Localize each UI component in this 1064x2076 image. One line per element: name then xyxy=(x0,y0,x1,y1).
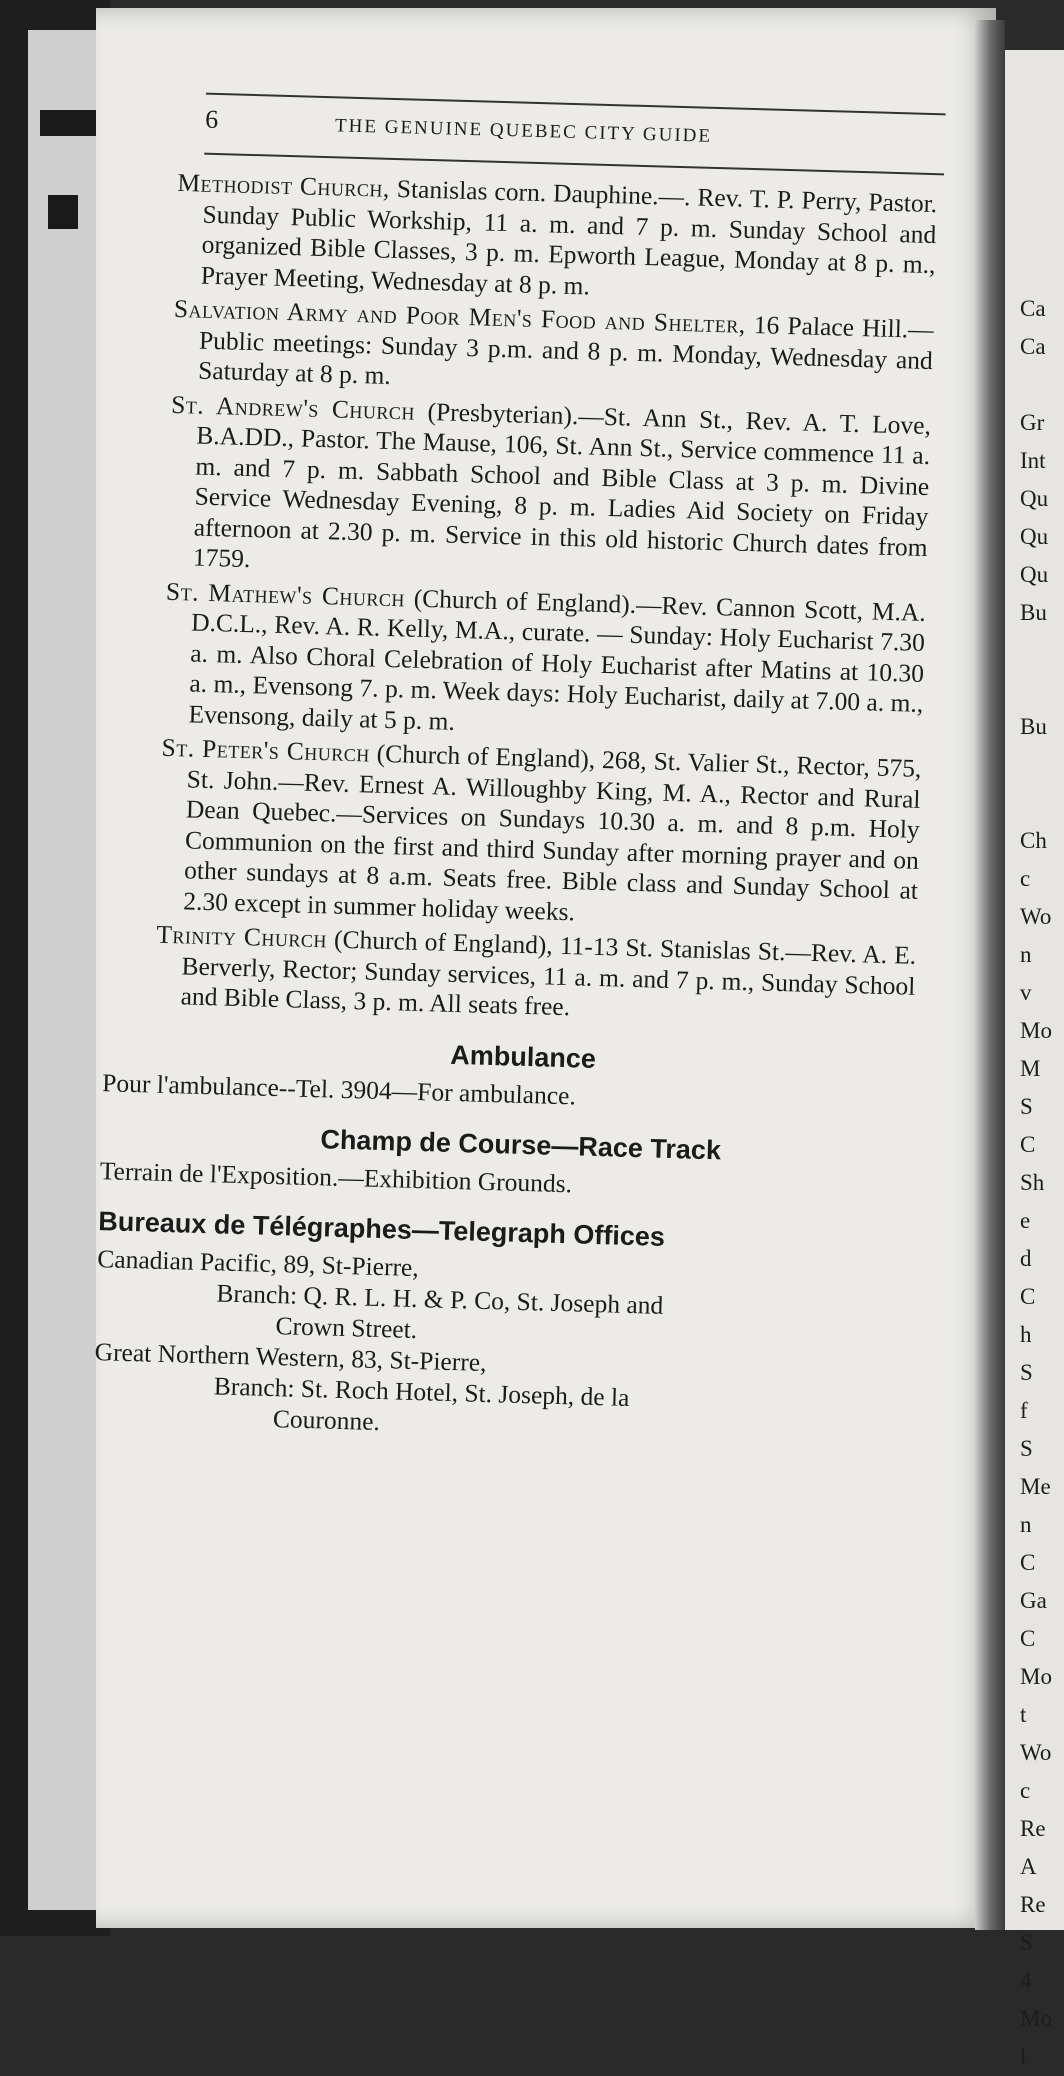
next-page-fragment: n xyxy=(1020,942,1032,967)
church-details: (Presbyterian).—St. Ann St., Rev. A. T. Love, B.A.DD., Pastor. The Mause, 106, St. Ann St., Service commence 11 a. m. and 7 p. m. Sabbath School and Bible Class at 3 p. m. Divine Service Wednesday Evening, 8 p. m. Ladies Aid Society on Friday afternoon at 2.30 p. m. Service in this old historic Church dates from 1759. xyxy=(192,396,932,574)
next-page-fragment: f xyxy=(1020,1398,1028,1423)
next-page-fragment: 4 xyxy=(1020,1968,1032,1993)
next-page-fragment: Re xyxy=(1020,1892,1046,1917)
next-page-fragment xyxy=(1020,670,1064,708)
next-page-fragment: M xyxy=(1020,1056,1041,1081)
next-page-fragment: Mo xyxy=(1020,2006,1052,2031)
page-header xyxy=(205,105,946,156)
next-page-fragment: A xyxy=(1020,1854,1037,1879)
next-page-fragment: C xyxy=(1020,1550,1036,1575)
next-page-fragment: Qu xyxy=(1020,486,1049,511)
telegraph-cp-branch-cont: Crown Street. xyxy=(275,1310,418,1344)
church-details: (Church of England), 268, St. Valier St., Rector, 575, St. John.—Rev. Ernest A. Willoughby King, M. A., Rector and Rural Dean Quebec.—Services on Sundays 10.30 a. m. and 8 p.m. Holy Communion on the first and third Sunday after morning prayer and on other sundays at 8 a.m. Seats free. Bible class and Sunday School at 2.30 except in summer holiday weeks. xyxy=(182,738,922,926)
next-page-fragment: Bu xyxy=(1020,714,1047,739)
next-page-fragment: Int xyxy=(1020,448,1046,473)
next-page-fragment: Me xyxy=(1020,1474,1051,1499)
section-title-ambulance: Ambulance xyxy=(450,1039,597,1074)
section-title-telegraph: Bureaux de Télégraphes—Telegraph Offices xyxy=(98,1205,666,1252)
next-page-fragment: Mo xyxy=(1020,1018,1052,1043)
next-page-fragment: d xyxy=(1020,1246,1032,1271)
ambulance-text: Pour l'ambulance--Tel. 3904—For ambulance. xyxy=(101,1067,577,1110)
next-page-fragment: Ca xyxy=(1020,334,1046,359)
next-page-fragment xyxy=(1020,784,1064,822)
race-track-text: Terrain de l'Exposition.—Exhibition Grounds. xyxy=(99,1155,573,1198)
telegraph-gnw-branch: Branch: St. Roch Hotel, St. Joseph, de la xyxy=(213,1370,630,1412)
next-page-fragment: Qu xyxy=(1020,524,1049,549)
next-page-fragment: Bu xyxy=(1020,600,1047,625)
next-page-fragment: h xyxy=(1020,1322,1032,1347)
church-details: (Church of England), 11-13 St. Stanislas St.—Rev. A. E. Berverly, Rector; Sunday services, 11 a. m. and 7 p. m., Sunday School and Bible Class, 3 p. m. All seats free. xyxy=(180,924,917,1022)
next-page-fragment xyxy=(1020,632,1064,670)
church-details: Stanislas corn. Dauphine.—. Rev. T. P. Perry, Pastor. Sunday Public Workship, 11 a. m. and 7 p. m. Sunday School and organized Bible Classes, 3 p. m. Epworth League, Monday at 8 p. m., Prayer Meeting, Wednesday at 8 p. m. xyxy=(200,173,938,300)
next-page-fragment: C xyxy=(1020,1132,1036,1157)
church-entry xyxy=(162,576,926,750)
next-page-fragment: Mo xyxy=(1020,1664,1052,1689)
next-page-fragment: Ga xyxy=(1020,1588,1047,1613)
next-page-fragment: Ca xyxy=(1020,296,1046,321)
church-name: Methodist Church, xyxy=(177,167,391,203)
church-name: St. Andrew's Church xyxy=(170,389,416,426)
church-list xyxy=(154,168,937,1032)
next-page-fragment: Sh xyxy=(1020,1170,1045,1195)
page-content xyxy=(73,90,970,1452)
next-page-fragment: v xyxy=(1020,980,1032,1005)
next-page-fragment: n xyxy=(1020,1512,1032,1537)
telegraph-cp-branch: Branch: Q. R. L. H. & P. Co, St. Joseph and xyxy=(216,1277,664,1320)
book-gutter xyxy=(975,20,1005,1930)
next-page-fragment: S xyxy=(1020,1094,1033,1119)
next-page-fragment: C xyxy=(1020,1284,1036,1309)
next-page-fragment xyxy=(1020,746,1064,784)
church-name: Salvation Army and Poor Men's Food and Shelter, xyxy=(173,293,747,339)
next-page-fragment: Gr xyxy=(1020,410,1045,435)
next-page-fragments xyxy=(1020,290,1064,2076)
next-page-fragment: l xyxy=(1020,2044,1027,2069)
next-page-fragment: Ch xyxy=(1020,828,1047,853)
church-name: St. Peter's Church xyxy=(161,732,371,768)
church-name: St. Mathew's Church xyxy=(165,576,406,612)
page-number: 6 xyxy=(204,104,219,135)
next-page-fragment: S xyxy=(1020,1930,1033,1955)
next-page-fragment: C xyxy=(1020,1626,1036,1651)
next-page-fragment: c xyxy=(1020,1778,1031,1803)
next-page-fragment: Re xyxy=(1020,1816,1046,1841)
church-details: (Church of England).—Rev. Cannon Scott, M.A. D.C.L., Rev. A. R. Kelly, M.A., curate. — Sunday: Holy Eucharist 7.30 a. m. Also Choral Celebration of Holy Eucharist after Matins at 10.30 a. m., Evensong 7. p. m. Week days: Holy Eucharist, daily at 7.00 a. m., Evensong, daily at 5 p. m. xyxy=(188,582,927,736)
church-name: Trinity Church xyxy=(156,919,328,954)
church-entry xyxy=(172,294,934,407)
next-page-fragment: t xyxy=(1020,1702,1027,1727)
church-details: 16 Palace Hill.—Public meetings: Sunday 3 p.m. and 8 p. m. Monday, Wednesday and Saturday at 8 p. m. xyxy=(197,309,935,390)
next-page-fragment: Wo xyxy=(1020,904,1052,929)
next-page-fragment: e xyxy=(1020,1208,1031,1233)
telegraph-gnw-branch-cont: Couronne. xyxy=(272,1403,381,1436)
telegraph-gnw: Great Northern Western, 83, St-Pierre, xyxy=(94,1336,487,1377)
next-page-fragment: S xyxy=(1020,1436,1033,1461)
church-entry xyxy=(174,168,937,311)
next-page-fragment: Qu xyxy=(1020,562,1049,587)
next-page-fragment: c xyxy=(1020,866,1031,891)
telegraph-cp: Canadian Pacific, 89, St-Pierre, xyxy=(96,1243,420,1282)
church-entry xyxy=(167,389,932,593)
church-entry xyxy=(154,920,916,1033)
next-page-fragment xyxy=(1020,366,1064,404)
next-page-fragment: S xyxy=(1020,1360,1033,1385)
ink-mark xyxy=(48,195,78,229)
church-entry xyxy=(157,733,922,937)
section-title-race-track: Champ de Course—Race Track xyxy=(320,1123,722,1165)
running-title: THE GENUINE QUEBEC CITY GUIDE xyxy=(334,115,713,147)
next-page-fragment: Wo xyxy=(1020,1740,1052,1765)
